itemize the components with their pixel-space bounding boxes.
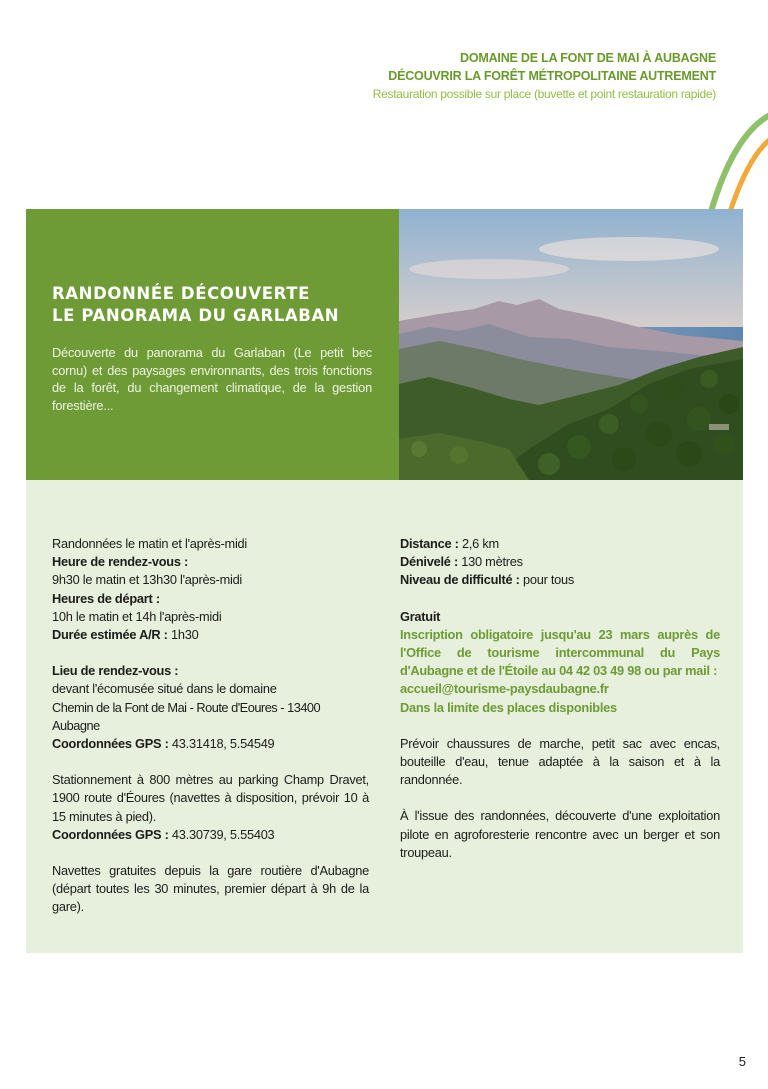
gps-label-1: Coordonnées GPS : [52, 736, 169, 752]
price-label: Gratuit [400, 608, 441, 624]
details-panel [26, 480, 743, 953]
availability-note: Dans la limite des places disponibles [400, 699, 617, 715]
hero-section [26, 209, 743, 480]
distance-label: Distance : [400, 536, 459, 551]
meeting-place-line2: Chemin de la Font de Mai - Route d'Eoures - 13400 Aubagne [52, 699, 321, 733]
meeting-place-label: Lieu de rendez-vous : [52, 663, 179, 679]
practical-info-column [52, 535, 369, 917]
meeting-time-label: Heure de rendez-vous : [52, 554, 189, 570]
hike-title [52, 283, 339, 327]
schedule-text: Randonnées le matin et l'après-midi [52, 536, 247, 551]
garlaban-landscape-photo [399, 209, 743, 480]
equipment-info: Prévoir chaussures de marche, petit sac avec encas, bouteille d'eau, tenue adaptée à la saison et à la randonnée. [400, 735, 720, 788]
meeting-time-value: 9h30 le matin et 13h30 l'après-midi [52, 572, 243, 588]
page-header [373, 49, 716, 103]
parking-info: Stationnement à 800 mètres au parking Champ Dravet, 1900 route d'Éoures (navettes à disposition, prévoir 10 à 15 minutes à pied). [52, 772, 369, 824]
header-restaurant-note: Restauration possible sur place (buvette et point restauration rapide) [372, 87, 716, 101]
duration-value: 1h30 [167, 627, 199, 643]
gps-value-1: 43.31418, 5.54549 [168, 736, 275, 752]
elevation-line [400, 553, 720, 571]
registration-email-link[interactable]: accueil@tourisme-paysdaubagne.fr [400, 681, 609, 697]
difficulty-line [400, 571, 720, 589]
header-domain-title: DOMAINE DE LA FONT DE MAI À AUBAGNE [460, 51, 716, 65]
duration-label: Durée estimée A/R : [52, 627, 168, 643]
hike-title-line2: LE PANORAMA DU GARLABAN [52, 306, 340, 325]
gps-value-2: 43.30739, 5.55403 [168, 826, 275, 842]
departure-label: Heures de départ : [52, 590, 160, 606]
distance-line [400, 535, 720, 553]
followup-info: À l'issue des randonnées, découverte d'une exploitation pilote en agroforesterie rencontre avec un berger et son troupeau. [400, 808, 720, 860]
difficulty-label: Niveau de difficulté : [400, 572, 520, 588]
header-subtitle: DÉCOUVRIR LA FORÊT MÉTROPOLITAINE AUTREMENT [388, 69, 716, 83]
hero-text-block [26, 209, 399, 480]
departure-value: 10h le matin et 14h l'après-midi [52, 608, 222, 624]
elevation-value: 130 mètres [457, 554, 523, 570]
hike-description: Découverte du panorama du Garlaban (Le petit bec cornu) et des paysages environnants, des trois fonctions de la forêt, du changement climatique, de la gestion forestière... [52, 345, 372, 413]
elevation-label: Dénivelé : [400, 554, 458, 570]
decorative-arcs [648, 100, 768, 220]
hike-info-column [400, 535, 720, 862]
hike-title-line1: RANDONNÉE DÉCOUVERTE [52, 284, 310, 303]
meeting-place-line1: devant l'écomusée situé dans le domaine [52, 681, 277, 697]
registration-info: Inscription obligatoire jusqu'au 23 mars auprès de l'Office de tourisme intercommunal du Pays d'Aubagne et de l'Étoile au 04 42 03 49 98 ou par mail : [400, 626, 720, 679]
duration-line [52, 626, 369, 644]
gps-label-2: Coordonnées GPS : [52, 826, 169, 842]
difficulty-value: pour tous [519, 572, 575, 588]
shuttle-info: Navettes gratuites depuis la gare routière d'Aubagne (départ toutes les 30 minutes, premier départ à 9h de la gare). [52, 863, 369, 915]
page-number: 5 [738, 1054, 746, 1069]
distance-value: 2,6 km [458, 536, 499, 551]
gps-line-1 [52, 735, 369, 753]
gps-line-2 [52, 826, 369, 844]
